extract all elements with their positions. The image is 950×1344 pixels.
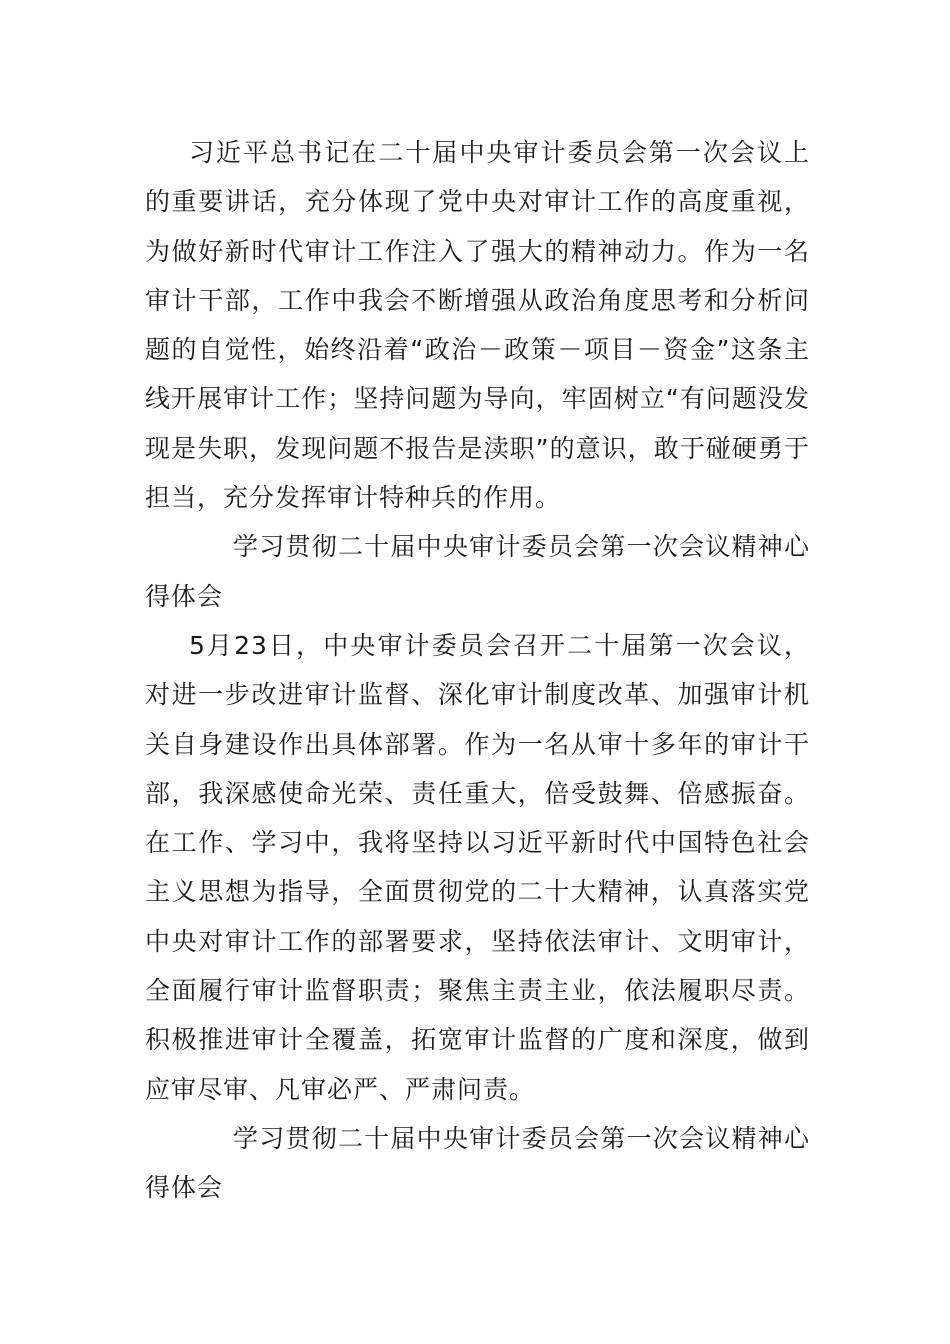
document-body	[145, 128, 810, 1213]
section-heading: 学习贯彻二十届中央审计委员会第一次会议精神心得体会	[145, 532, 810, 611]
paragraph-meeting-reflection: 5月23日，中央审计委员会召开二十届第一次会议，对进一步改进审计监督、深化审计制度改革、加强审计机关自身建设作出具体部署。作为一名从审十多年的审计干部，我深感使命光荣、责任重大，倍受鼓舞、倍感振奋。在工作、学习中，我将坚持以习近平新时代中国特色社会主义思想为指导，全面贯彻党的二十大精神，认真落实党中央对审计工作的部署要求，坚持依法审计、文明审计，全面履行审计监督职责；聚焦主责主业，依法履职尽责。积极推进审计全覆盖，拓宽审计监督的广度和深度，做到应审尽审、凡审必严、严肃问责。	[145, 630, 810, 1104]
paragraph-speech-reflection: 习近平总书记在二十届中央审计委员会第一次会议上的重要讲话，充分体现了党中央对审计工作的高度重视，为做好新时代审计工作注入了强大的精神动力。作为一名审计干部，工作中我会不断增强从政治角度思考和分析问题的自觉性，始终沿着“政治－政策－项目－资金”这条主线开展审计工作；坚持问题为导向，牢固树立“有问题没发现是失职，发现问题不报告是渎职”的意识，敢于碰硬勇于担当，充分发挥审计特种兵的作用。	[145, 138, 810, 513]
section-heading: 学习贯彻二十届中央审计委员会第一次会议精神心得体会	[145, 1123, 810, 1203]
